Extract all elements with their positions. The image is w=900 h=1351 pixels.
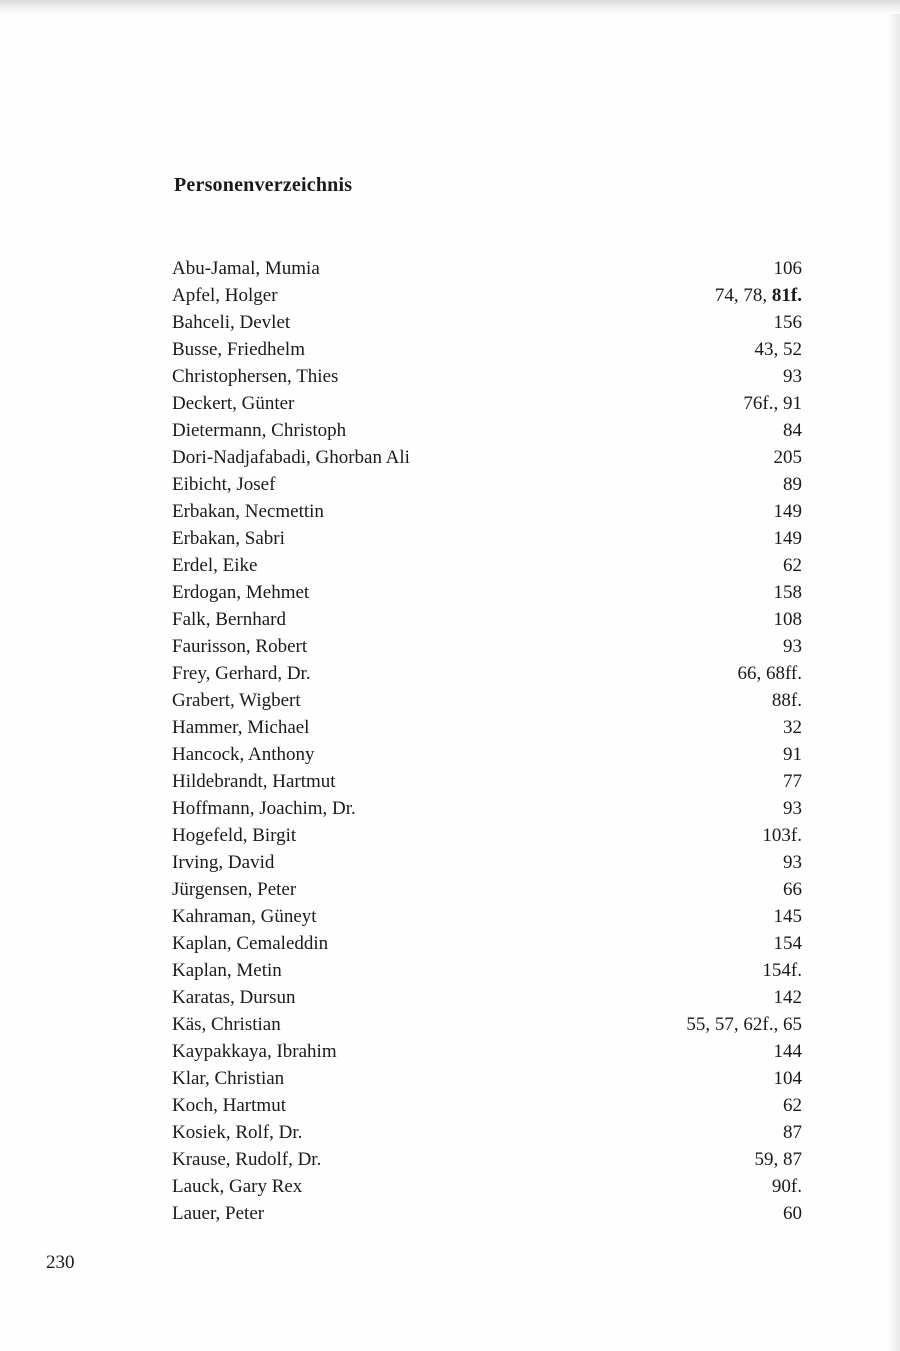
entry-name: Grabert, Wigbert — [172, 690, 301, 711]
index-entry — [172, 1200, 802, 1227]
entry-pages: 145 — [773, 906, 802, 927]
entry-pages: 87 — [783, 1122, 802, 1143]
index-entry — [172, 1092, 802, 1119]
entry-pages-main-reference: 81f. — [771, 285, 802, 306]
index-entry — [172, 930, 802, 957]
index-entry — [172, 525, 802, 552]
page-right-edge — [888, 14, 900, 1351]
entry-pages: 55, 57, 62f., 65 — [686, 1014, 802, 1035]
entry-pages: 62 — [783, 555, 802, 576]
entry-pages: 66, 68ff. — [737, 663, 802, 684]
entry-name: Kaplan, Cemaleddin — [172, 933, 329, 954]
entry-name: Karatas, Dursun — [172, 987, 296, 1008]
index-entry — [172, 498, 802, 525]
index-entry — [172, 444, 802, 471]
entry-pages: 93 — [783, 798, 802, 819]
entry-name: Lauck, Gary Rex — [172, 1176, 303, 1197]
entry-pages: 93 — [783, 366, 802, 387]
entry-pages: 104 — [773, 1068, 802, 1089]
entry-pages: 74, 78, — [714, 285, 772, 306]
page-top-edge — [0, 0, 900, 14]
index-entry — [172, 282, 802, 309]
entry-pages: 93 — [783, 636, 802, 657]
entry-pages: 59, 87 — [754, 1149, 802, 1170]
entry-name: Christophersen, Thies — [172, 366, 339, 387]
index-entry — [172, 741, 802, 768]
entry-pages: 154f. — [762, 960, 802, 981]
entry-name: Faurisson, Robert — [172, 636, 308, 657]
entry-pages: 43, 52 — [754, 339, 802, 360]
entry-pages: 90f. — [771, 1176, 802, 1197]
entry-name: Erdogan, Mehmet — [172, 582, 310, 603]
entry-name: Erbakan, Necmettin — [172, 501, 324, 522]
entry-pages: 142 — [773, 987, 802, 1008]
entry-name: Klar, Christian — [172, 1068, 285, 1089]
index-entry — [172, 1146, 802, 1173]
index-entry — [172, 903, 802, 930]
entry-pages-group — [715, 282, 802, 309]
index-entry — [172, 579, 802, 606]
index-entry — [172, 255, 802, 282]
entry-name: Abu-Jamal, Mumia — [172, 258, 320, 279]
entry-pages: 158 — [773, 582, 802, 603]
index-entry — [172, 336, 802, 363]
entry-pages: 205 — [773, 447, 802, 468]
entry-pages: 93 — [783, 852, 802, 873]
entry-pages: 76f., 91 — [743, 393, 802, 414]
entry-name: Lauer, Peter — [172, 1203, 265, 1224]
entry-pages: 66 — [783, 879, 802, 900]
entry-name: Dori-Nadjafabadi, Ghorban Ali — [172, 447, 410, 468]
entry-pages: 103f. — [762, 825, 802, 846]
entry-pages: 106 — [773, 258, 802, 279]
entry-name: Koch, Hartmut — [172, 1095, 286, 1116]
index-entry — [172, 363, 802, 390]
entry-pages: 77 — [783, 771, 802, 792]
index-entry — [172, 768, 802, 795]
entry-pages: 84 — [783, 420, 802, 441]
entry-pages: 154 — [773, 933, 802, 954]
index-entry — [172, 1011, 802, 1038]
index-entry — [172, 687, 802, 714]
entry-name: Kaypakkaya, Ibrahim — [172, 1041, 337, 1062]
entry-name: Hildebrandt, Hartmut — [172, 771, 336, 792]
page-number: 230 — [46, 1252, 75, 1273]
entry-name: Käs, Christian — [172, 1014, 281, 1035]
index-entry — [172, 876, 802, 903]
entry-name: Frey, Gerhard, Dr. — [172, 663, 311, 684]
entry-name: Erbakan, Sabri — [172, 528, 285, 549]
index-entry — [172, 417, 802, 444]
index-list — [172, 255, 802, 1227]
entry-name: Jürgensen, Peter — [172, 879, 297, 900]
entry-name: Krause, Rudolf, Dr. — [172, 1149, 322, 1170]
index-entry — [172, 1173, 802, 1200]
entry-pages: 144 — [773, 1041, 802, 1062]
entry-name: Deckert, Günter — [172, 393, 295, 414]
index-entry — [172, 795, 802, 822]
index-entry — [172, 471, 802, 498]
entry-name: Dietermann, Christoph — [172, 420, 347, 441]
index-entry — [172, 714, 802, 741]
index-entry — [172, 1038, 802, 1065]
entry-pages: 60 — [783, 1203, 802, 1224]
entry-name: Erdel, Eike — [172, 555, 258, 576]
index-entry — [172, 606, 802, 633]
entry-pages: 88f. — [771, 690, 802, 711]
entry-pages: 149 — [773, 501, 802, 522]
entry-name: Apfel, Holger — [172, 285, 278, 306]
entry-pages: 62 — [783, 1095, 802, 1116]
index-entry — [172, 984, 802, 1011]
entry-pages: 89 — [783, 474, 802, 495]
entry-name: Hoffmann, Joachim, Dr. — [172, 798, 356, 819]
entry-name: Kaplan, Metin — [172, 960, 282, 981]
index-entry — [172, 552, 802, 579]
entry-name: Kosiek, Rolf, Dr. — [172, 1122, 303, 1143]
entry-name: Hogefeld, Birgit — [172, 825, 297, 846]
index-entry — [172, 633, 802, 660]
page-title: Personenverzeichnis — [174, 174, 353, 196]
entry-pages: 32 — [783, 717, 802, 738]
entry-name: Eibicht, Josef — [172, 474, 276, 495]
index-entry — [172, 309, 802, 336]
index-entry — [172, 1065, 802, 1092]
index-entry — [172, 390, 802, 417]
entry-name: Bahceli, Devlet — [172, 312, 291, 333]
entry-name: Hammer, Michael — [172, 717, 310, 738]
entry-name: Hancock, Anthony — [172, 744, 315, 765]
index-entry — [172, 660, 802, 687]
entry-name: Falk, Bernhard — [172, 609, 286, 630]
index-entry — [172, 957, 802, 984]
entry-name: Busse, Friedhelm — [172, 339, 305, 360]
entry-pages: 156 — [773, 312, 802, 333]
index-entry — [172, 1119, 802, 1146]
entry-name: Kahraman, Güneyt — [172, 906, 317, 927]
entry-pages: 149 — [773, 528, 802, 549]
entry-pages: 91 — [783, 744, 802, 765]
entry-pages: 108 — [773, 609, 802, 630]
index-entry — [172, 822, 802, 849]
index-entry — [172, 849, 802, 876]
entry-name: Irving, David — [172, 852, 275, 873]
